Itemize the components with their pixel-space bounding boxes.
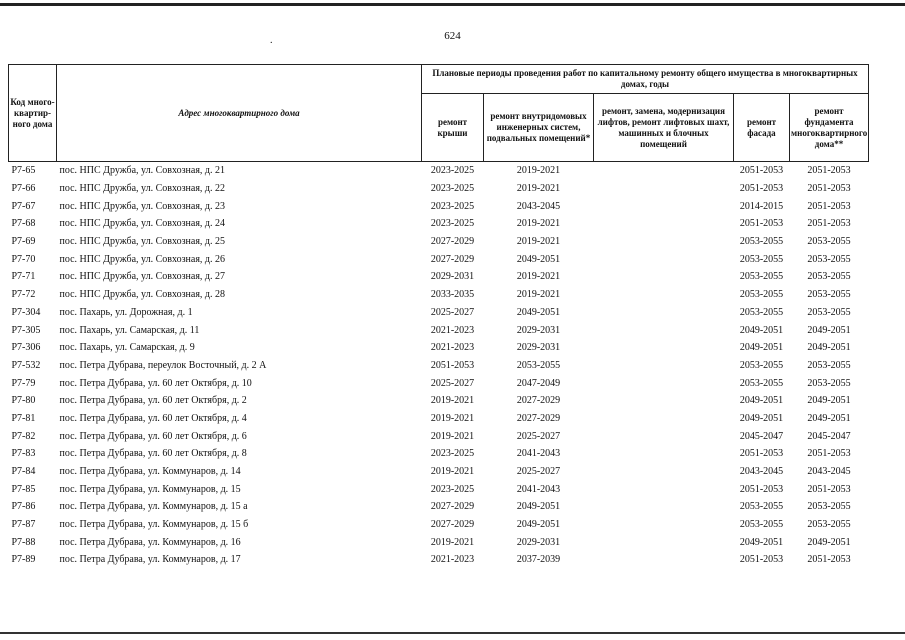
- cell-address: пос. Петра Дубрава, ул. Коммунаров, д. 16: [59, 536, 241, 548]
- cell-address: пос. Петра Дубрава, ул. 60 лет Октября, д. 6: [59, 430, 247, 442]
- cell-facade: 2053-2055: [739, 236, 784, 248]
- cell-roof: 2019-2021: [430, 430, 475, 442]
- cell-code: Р7-85: [11, 483, 36, 495]
- table-row: [9, 215, 869, 233]
- cell-eng: 2029-2031: [516, 536, 561, 548]
- cell-facade: 2051-2053: [734, 162, 790, 180]
- cell-roof: 2019-2021: [430, 395, 475, 407]
- cell-lift: [594, 339, 734, 357]
- cell-lift: [594, 445, 734, 463]
- cell-eng: 2019-2021: [516, 289, 561, 301]
- cell-address: пос. Пахарь, ул. Самарская, д. 9: [59, 342, 195, 354]
- cell-facade: 2053-2055: [739, 377, 784, 389]
- cell-found: 2051-2053: [807, 183, 851, 195]
- cell-address: пос. Петра Дубрава, ул. 60 лет Октября, д. 4: [59, 412, 247, 424]
- cell-roof: 2027-2029: [430, 501, 475, 513]
- cell-eng: 2027-2029: [516, 395, 561, 407]
- cell-address: пос. НПС Дружба, ул. Совхозная, д. 25: [59, 236, 226, 248]
- cell-found: 2049-2051: [807, 536, 851, 548]
- cell-roof: 2023-2025: [422, 162, 484, 180]
- cell-lift: [594, 498, 734, 516]
- cell-found: 2053-2055: [807, 236, 851, 248]
- table-row: [9, 286, 869, 304]
- cell-eng: 2029-2031: [516, 342, 561, 354]
- cell-lift: [594, 410, 734, 428]
- cell-lift: [594, 551, 734, 569]
- cell-found: 2049-2051: [807, 412, 851, 424]
- cell-roof: 2029-2031: [430, 271, 475, 283]
- cell-lift: [594, 321, 734, 339]
- cell-address: пос. НПС Дружба, ул. Совхозная, д. 26: [59, 253, 226, 265]
- cell-roof: 2025-2027: [430, 377, 475, 389]
- cell-address: пос. Петра Дубрава, ул. 60 лет Октября, д. 8: [59, 448, 247, 460]
- cell-facade: 2053-2055: [739, 271, 784, 283]
- cell-roof: 2025-2027: [430, 306, 475, 318]
- cell-code: Р7-82: [11, 430, 36, 442]
- table-row: [9, 551, 869, 569]
- cell-facade: 2051-2053: [739, 554, 784, 566]
- cell-address: пос. Петра Дубрава, ул. Коммунаров, д. 15: [59, 483, 241, 495]
- cell-lift: [594, 480, 734, 498]
- cell-code: Р7-67: [11, 200, 36, 212]
- cell-eng: 2019-2021: [484, 162, 594, 180]
- cell-lift: [594, 516, 734, 534]
- cell-lift: [594, 374, 734, 392]
- cell-address: пос. Петра Дубрава, ул. Коммунаров, д. 14: [59, 466, 241, 478]
- header-address: Адрес многоквартирного дома: [57, 65, 422, 162]
- cell-roof: 2023-2025: [430, 218, 475, 230]
- cell-eng: 2029-2031: [516, 324, 561, 336]
- cell-facade: 2053-2055: [739, 519, 784, 531]
- header-engineering: ремонт внутридомовых инженерных систем, подвальных помещений*: [484, 94, 594, 162]
- table-row: [9, 180, 869, 198]
- cell-address: пос. Петра Дубрава, ул. 60 лет Октября, д. 10: [59, 377, 252, 389]
- cell-facade: 2051-2053: [739, 448, 784, 460]
- cell-roof: 2051-2053: [430, 359, 475, 371]
- cell-lift: [594, 268, 734, 286]
- cell-code: Р7-83: [11, 448, 36, 460]
- cell-found: 2053-2055: [807, 253, 851, 265]
- cell-address: пос. Петра Дубрава, ул. Коммунаров, д. 15 б: [59, 519, 249, 531]
- cell-code: Р7-81: [11, 412, 36, 424]
- cell-eng: 2019-2021: [516, 183, 561, 195]
- cell-found: 2053-2055: [807, 271, 851, 283]
- cell-roof: 2027-2029: [430, 519, 475, 531]
- cell-roof: 2033-2035: [430, 289, 475, 301]
- table-row: [9, 533, 869, 551]
- cell-address: пос. Петра Дубрава, переулок Восточный, д. 2 А: [59, 359, 267, 371]
- page-number: 624: [444, 30, 461, 42]
- cell-facade: 2053-2055: [739, 359, 784, 371]
- cell-address: пос. Пахарь, ул. Самарская, д. 11: [59, 324, 200, 336]
- cell-lift: [594, 357, 734, 375]
- cell-roof: 2023-2025: [430, 483, 475, 495]
- table-row: [9, 374, 869, 392]
- cell-eng: 2037-2039: [516, 554, 561, 566]
- table-row: [9, 321, 869, 339]
- cell-code: Р7-89: [11, 554, 36, 566]
- cell-eng: 2041-2043: [516, 483, 561, 495]
- cell-found: 2049-2051: [807, 395, 851, 407]
- cell-eng: 2053-2055: [516, 359, 561, 371]
- cell-code: Р7-304: [11, 306, 41, 318]
- table-row: [9, 304, 869, 322]
- table-row: [9, 357, 869, 375]
- cell-code: Р7-80: [11, 395, 36, 407]
- scan-speck: .: [270, 35, 273, 46]
- cell-found: 2049-2051: [807, 324, 851, 336]
- cell-lift: [594, 162, 734, 180]
- cell-found: 2053-2055: [807, 519, 851, 531]
- cell-address: пос. Петра Дубрава, ул. 60 лет Октября, д. 2: [59, 395, 247, 407]
- cell-lift: [594, 304, 734, 322]
- cell-roof: 2019-2021: [430, 536, 475, 548]
- table-row: [9, 268, 869, 286]
- cell-code: Р7-88: [11, 536, 36, 548]
- cell-address: пос. НПС Дружба, ул. Совхозная, д. 27: [59, 271, 226, 283]
- table-row: [9, 498, 869, 516]
- cell-code: Р7-70: [11, 253, 36, 265]
- cell-code: Р7-532: [11, 359, 41, 371]
- cell-lift: [594, 463, 734, 481]
- cell-lift: [594, 250, 734, 268]
- cell-code: Р7-68: [11, 218, 36, 230]
- cell-facade: 2053-2055: [739, 306, 784, 318]
- cell-facade: 2049-2051: [739, 412, 784, 424]
- cell-address: пос. НПС Дружба, ул. Совхозная, д. 28: [59, 289, 226, 301]
- table-row: [9, 250, 869, 268]
- cell-eng: 2025-2027: [516, 430, 561, 442]
- cell-code: Р7-84: [11, 466, 36, 478]
- cell-eng: 2019-2021: [516, 218, 561, 230]
- table-row: [9, 480, 869, 498]
- cell-found: 2053-2055: [807, 501, 851, 513]
- cell-code: Р7-86: [11, 501, 36, 513]
- cell-lift: [594, 215, 734, 233]
- cell-lift: [594, 427, 734, 445]
- header-group: Плановые периоды проведения работ по капитальному ремонту общего имущества в многоквартирных домах, годы: [422, 65, 869, 94]
- cell-facade: 2043-2045: [739, 466, 784, 478]
- cell-lift: [594, 533, 734, 551]
- cell-roof: 2027-2029: [430, 236, 475, 248]
- cell-roof: 2023-2025: [430, 183, 475, 195]
- cell-code: Р7-65: [9, 162, 57, 180]
- cell-address: пос. НПС Дружба, ул. Совхозная, д. 21: [57, 162, 422, 180]
- cell-lift: [594, 180, 734, 198]
- cell-roof: 2023-2025: [430, 448, 475, 460]
- cell-eng: 2027-2029: [516, 412, 561, 424]
- cell-roof: 2021-2023: [430, 342, 475, 354]
- table-row: [9, 392, 869, 410]
- header-code: Код много-квартир-ного дома: [9, 65, 57, 162]
- cell-roof: 2023-2025: [430, 200, 475, 212]
- cell-facade: 2049-2051: [739, 324, 784, 336]
- cell-facade: 2053-2055: [739, 253, 784, 265]
- cell-code: Р7-72: [11, 289, 36, 301]
- cell-facade: 2049-2051: [739, 342, 784, 354]
- table-row: [9, 445, 869, 463]
- cell-found: 2051-2053: [807, 554, 851, 566]
- cell-roof: 2019-2021: [430, 466, 475, 478]
- cell-address: пос. Пахарь, ул. Дорожная, д. 1: [59, 306, 193, 318]
- cell-lift: [594, 286, 734, 304]
- cell-address: пос. НПС Дружба, ул. Совхозная, д. 24: [59, 218, 226, 230]
- cell-facade: 2049-2051: [739, 536, 784, 548]
- cell-eng: 2047-2049: [516, 377, 561, 389]
- cell-facade: 2053-2055: [739, 289, 784, 301]
- cell-address: пос. Петра Дубрава, ул. Коммунаров, д. 17: [59, 554, 241, 566]
- cell-eng: 2041-2043: [516, 448, 561, 460]
- cell-roof: 2021-2023: [430, 324, 475, 336]
- cell-found: 2049-2051: [807, 342, 851, 354]
- repair-schedule-table: [8, 64, 869, 569]
- header-roof: ремонт крыши: [422, 94, 484, 162]
- cell-eng: 2049-2051: [516, 519, 561, 531]
- header-elevators: ремонт, замена, модернизация лифтов, ремонт лифтовых шахт, машинных и блочных помещений: [594, 94, 734, 162]
- cell-found: 2053-2055: [807, 377, 851, 389]
- cell-facade: 2051-2053: [739, 183, 784, 195]
- table-row: [9, 410, 869, 428]
- header-foundation: ремонт фундамента многоквартирного дома**: [790, 94, 869, 162]
- cell-code: Р7-305: [11, 324, 41, 336]
- cell-facade: 2051-2053: [739, 218, 784, 230]
- cell-found: 2051-2053: [807, 448, 851, 460]
- cell-eng: 2019-2021: [516, 236, 561, 248]
- table-row: [9, 339, 869, 357]
- cell-code: Р7-87: [11, 519, 36, 531]
- cell-found: 2053-2055: [807, 289, 851, 301]
- cell-eng: 2043-2045: [516, 200, 561, 212]
- cell-facade: 2049-2051: [739, 395, 784, 407]
- cell-eng: 2025-2027: [516, 466, 561, 478]
- cell-facade: 2014-2015: [739, 200, 784, 212]
- cell-lift: [594, 197, 734, 215]
- cell-found: 2051-2053: [807, 218, 851, 230]
- cell-roof: 2027-2029: [430, 253, 475, 265]
- table-body: [9, 162, 869, 569]
- cell-eng: 2049-2051: [516, 306, 561, 318]
- table-row: [9, 463, 869, 481]
- cell-found: 2053-2055: [807, 306, 851, 318]
- cell-facade: 2053-2055: [739, 501, 784, 513]
- cell-eng: 2019-2021: [516, 271, 561, 283]
- cell-found: 2043-2045: [807, 466, 851, 478]
- table-row: [9, 197, 869, 215]
- cell-found: 2051-2053: [807, 483, 851, 495]
- cell-lift: [594, 233, 734, 251]
- cell-code: Р7-79: [11, 377, 36, 389]
- cell-address: пос. НПС Дружба, ул. Совхозная, д. 22: [59, 183, 226, 195]
- top-rule: [0, 3, 905, 6]
- cell-facade: 2045-2047: [739, 430, 784, 442]
- cell-address: пос. Петра Дубрава, ул. Коммунаров, д. 15 а: [59, 501, 248, 513]
- cell-facade: 2051-2053: [739, 483, 784, 495]
- table-row: [9, 162, 869, 180]
- bottom-rule: [0, 632, 905, 634]
- table-row: [9, 427, 869, 445]
- cell-found: 2045-2047: [807, 430, 851, 442]
- table-row: [9, 233, 869, 251]
- cell-eng: 2049-2051: [516, 501, 561, 513]
- cell-found: 2051-2053: [790, 162, 869, 180]
- cell-roof: 2019-2021: [430, 412, 475, 424]
- cell-roof: 2021-2023: [430, 554, 475, 566]
- cell-code: Р7-71: [11, 271, 36, 283]
- cell-lift: [594, 392, 734, 410]
- table-row: [9, 516, 869, 534]
- cell-code: Р7-306: [11, 342, 41, 354]
- cell-found: 2051-2053: [807, 200, 851, 212]
- cell-code: Р7-69: [11, 236, 36, 248]
- cell-eng: 2049-2051: [516, 253, 561, 265]
- header-facade: ремонт фасада: [734, 94, 790, 162]
- cell-address: пос. НПС Дружба, ул. Совхозная, д. 23: [59, 200, 226, 212]
- cell-code: Р7-66: [11, 183, 36, 195]
- cell-found: 2053-2055: [807, 359, 851, 371]
